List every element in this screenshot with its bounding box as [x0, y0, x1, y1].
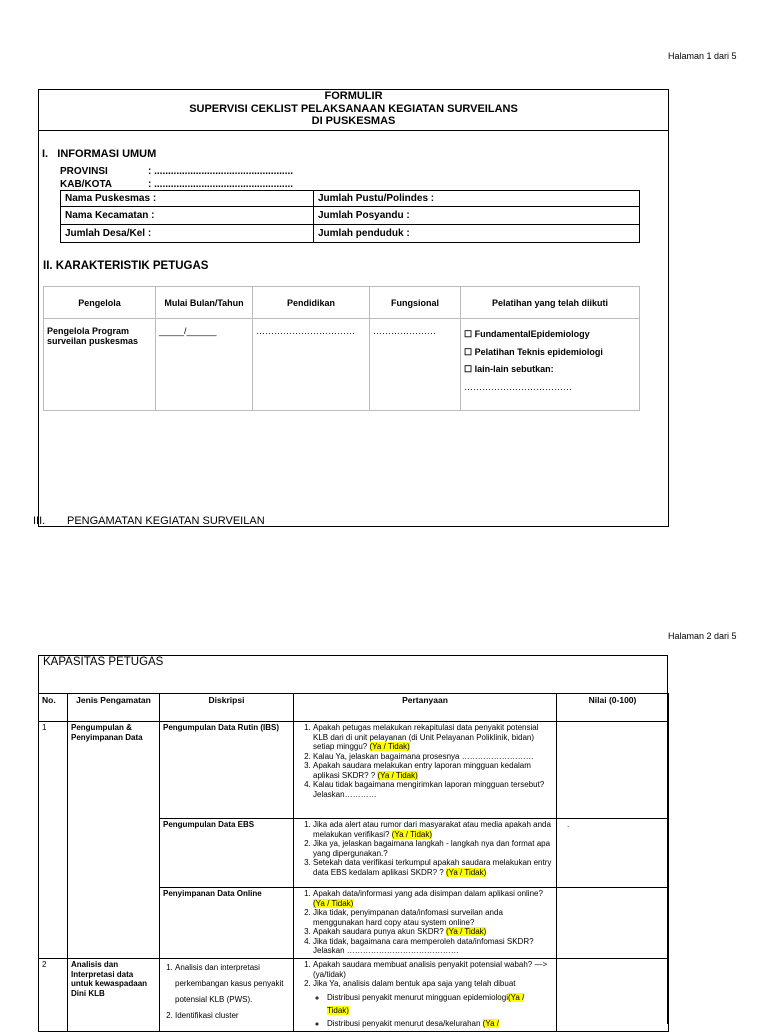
question-item: 4. Jika tidak, bagaimana cara memperoleh data/infomasi SKDR? Jelaskan …………………………………… — [313, 937, 553, 956]
page-number: Halaman 1 dari 5 — [668, 51, 737, 61]
nilai-field[interactable] — [557, 959, 669, 1032]
info-cell[interactable]: Jumlah Posyandu : — [314, 207, 640, 225]
kapasitas-heading: KAPASITAS PETUGAS — [43, 656, 164, 668]
diskripsi-cell: Penyimpanan Data Online — [160, 888, 294, 959]
info-table — [60, 190, 640, 243]
pertanyaan-cell — [294, 722, 557, 819]
column-header: Nilai (0-100) — [557, 694, 669, 722]
pengelola-cell: Pengelola Program surveilan puskesmas — [44, 319, 156, 411]
pertanyaan-cell — [294, 888, 557, 959]
question-item: 3. Setekah data verifikasi terkumpul apakah saudara melakukan entry data EBS kedalam aplikasi SKDR? ? (Ya / Tidak) — [313, 858, 553, 877]
pelatihan-checkbox-teknis[interactable]: ☐ Pelatihan Teknis epidemiologi — [464, 346, 603, 357]
kabkota-field[interactable]: : .................................................. — [148, 179, 294, 190]
pelatihan-cell — [461, 319, 640, 411]
column-header: Diskripsi — [160, 694, 294, 722]
form-title — [38, 89, 669, 131]
info-cell[interactable]: Nama Kecamatan : — [61, 207, 314, 225]
table-row — [39, 722, 669, 819]
pelatihan-checkbox-lain[interactable]: ☐ lain-lain sebutkan: — [464, 364, 554, 374]
page-number: Halaman 2 dari 5 — [668, 631, 737, 641]
diskripsi-cell: Pengumpulan Data Rutin (IBS) — [160, 722, 294, 819]
pertanyaan-cell — [294, 819, 557, 888]
question-item: 2. Jika Ya, analisis dalam bentuk apa saja yang telah dibuat ◦ Distribusi penyakit menurut mingguan epidemiologi(Ya / Tidak) ◦ Distribusi penyakit menurut desa/kelurahan (Ya / — [313, 979, 553, 1030]
section1-heading — [42, 148, 156, 160]
info-row — [61, 225, 640, 243]
kabkota-label: KAB/KOTA — [60, 179, 113, 190]
pendidikan-field[interactable]: …………………………… — [253, 319, 370, 411]
pelatihan-checkbox-fundamental[interactable]: ☐ FundamentalEpidemiology — [464, 329, 590, 339]
title-line-2: SUPERVISI CEKLIST PELAKSANAAN KEGIATAN SURVEILANS — [189, 102, 518, 115]
jenis-pengamatan: Pengumpulan & Penyimpanan Data — [68, 722, 160, 959]
info-cell[interactable]: Jumlah penduduk : — [314, 225, 640, 243]
info-row — [61, 207, 640, 225]
question-item: 4. Kalau tidak bagaimana mengirimkan laporan mingguan tersebut? Jelaskan………… — [313, 780, 553, 799]
info-cell[interactable]: Nama Puskesmas : — [61, 191, 314, 207]
question-item: 1. Apakah saudara membuat analisis penyakit potensial wabah? —> (ya/tidak) — [313, 960, 553, 979]
section3-title: PENGAMATAN KEGIATAN SURVEILAN — [67, 515, 265, 527]
question-item: 1. Jika ada alert atau rumor dari masyarakat atau media apakah anda melakukan verifikasi? (Ya / Tidak) — [313, 820, 553, 839]
jenis-pengamatan: Analisis dan Interpretasi data untuk kewaspadaan Dini KLB — [68, 959, 160, 1032]
diskripsi-item: 1. Analisis dan interpretasi perkembangan kasus penyakit potensial KLB (PWS). — [175, 960, 290, 1008]
section1-title: INFORMASI UMUM — [57, 148, 157, 160]
table-row — [39, 959, 669, 1032]
section2-heading: II. KARAKTERISTIK PETUGAS — [43, 260, 209, 272]
column-header: Jenis Pengamatan — [68, 694, 160, 722]
mulai-field[interactable]: _____/______ — [156, 319, 253, 411]
nilai-field[interactable] — [557, 722, 669, 819]
column-header: Pengelola — [44, 287, 156, 319]
question-item: 1. Apakah petugas melakukan rekapitulasi data penyakit potensial KLB dari di unit pelayanan (di Unit Pelayanan Poliklinik, bidan) setiap minggu? (Ya / Tidak) — [313, 723, 553, 752]
column-header: Pelatihan yang telah diikuti — [461, 287, 640, 319]
row-number: 1 — [39, 722, 68, 959]
pelatihan-lain-field[interactable]: ……………………………… — [464, 381, 572, 392]
info-cell[interactable]: Jumlah Desa/Kel : — [61, 225, 314, 243]
pertanyaan-cell — [294, 959, 557, 1032]
column-header: Pertanyaan — [294, 694, 557, 722]
bullet-item: ◦ Distribusi penyakit menurut mingguan epidemiologi(Ya / Tidak) — [327, 991, 553, 1017]
bullet-item: ◦ Distribusi penyakit menurut desa/kelurahan (Ya / — [327, 1017, 553, 1030]
question-item: 3. Apakah saudara punya akun SKDR? (Ya / Tidak) — [313, 927, 553, 937]
diskripsi-cell: Pengumpulan Data EBS — [160, 819, 294, 888]
column-header: Pendidikan — [253, 287, 370, 319]
question-item: 2. Jika tidak, penyimpanan data/infomasi surveilan anda menggunakan hard copy atau system online? — [313, 908, 553, 927]
diskripsi-cell — [160, 959, 294, 1032]
title-line-3: DI PUSKESMAS — [311, 115, 396, 127]
fungsional-field[interactable]: ………………… — [370, 319, 461, 411]
title-line-1: FORMULIR — [324, 90, 383, 102]
provinsi-field[interactable]: : .................................................. — [148, 166, 294, 177]
column-header: No. — [39, 694, 68, 722]
question-item: 3. Apakah saudara melakukan entry laporan mingguan kedalam aplikasi SKDR? ? (Ya / Tidak) — [313, 761, 553, 780]
petugas-table — [43, 286, 640, 411]
section3-number: III. — [33, 515, 46, 527]
info-row — [61, 191, 640, 207]
column-header: Mulai Bulan/Tahun — [156, 287, 253, 319]
diskripsi-item: 2. Identifikasi cluster — [175, 1008, 290, 1024]
kapasitas-table — [38, 693, 669, 1032]
question-item: 1. Apakah data/informasi yang ada disimpan dalam aplikasi online? (Ya / Tidak) — [313, 889, 553, 908]
nilai-field[interactable] — [557, 888, 669, 959]
nilai-field[interactable]: . — [557, 819, 669, 888]
question-item: 2. Kalau Ya, jelaskan bagaimana prosesnya ……………………… — [313, 752, 553, 762]
info-cell[interactable]: Jumlah Pustu/Polindes : — [314, 191, 640, 207]
column-header: Fungsional — [370, 287, 461, 319]
row-number: 2 — [39, 959, 68, 1032]
section3-heading — [33, 515, 265, 527]
petugas-header-row — [44, 287, 640, 319]
petugas-row — [44, 319, 640, 411]
question-item: 2. Jika ya, jelaskan bagaimana langkah - langkah nya dan format apa yang dipergunakan.? — [313, 839, 553, 858]
kapasitas-header-row — [39, 694, 669, 722]
section1-number: I. — [42, 148, 49, 160]
provinsi-label: PROVINSI — [60, 166, 108, 177]
